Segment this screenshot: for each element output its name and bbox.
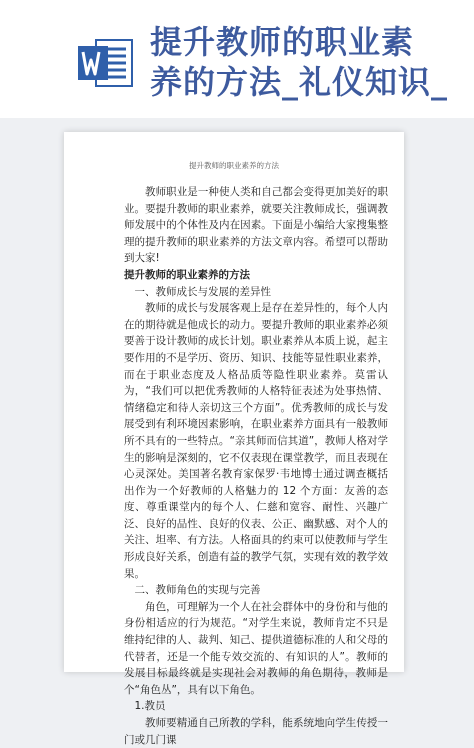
subsection-heading-2: 二、教师角色的实现与完善 <box>134 584 261 597</box>
banner-title-line-1: 提升教师的职业素 <box>150 23 415 61</box>
subsection-heading-1: 一、教师成长与发展的差异性 <box>134 285 271 298</box>
body-paragraph-1: 教师的成长与发展客观上是存在差异性的，每个人内在的期待就是他成长的动力。要提升教师的职业素养必须要善于设计教师的成长计划。职业素养从本质上说，起主要作用的不是学历、资历、知识、技能等显性职业素养，而在于职业态度及人格品质等隐性职业素养。莫雷认为，“我们可以把优秀教师的人格特征表述为处事热情、情绪稳定和待人亲切这三个方面”。优秀教师的成长与发展受到有利环境因素影响，在职业素养方面具有一般教师所不具有的一些特点。“亲其师而信其道”，教师人格对学生的影响是深刻的，它不仅表现在课堂教学，而且表现在心灵深处。美国著名教育家保罗·韦地博士通过调查概括出作为一个好教师的人格魅力的 12 个方面：友善的态度、尊重课堂内的每个人、仁慈和宽容、耐性、兴趣广泛、良好的品性、良好的仪表、公正、幽默感、对个人的关注、坦率、有方法。人格面具的约束可以使教师与学生形成良好关系，创造有益的教学气氛，实现有效的教学效果。 <box>124 302 388 580</box>
list-item-heading: 1.教员 <box>134 700 166 713</box>
document-page <box>64 132 404 746</box>
document-title: 提升教师的职业素养的方法 <box>189 161 279 170</box>
section-heading: 提升教师的职业素养的方法 <box>124 268 250 281</box>
banner-title-line-2: 养的方法_礼仪知识_ <box>150 63 449 101</box>
header-banner <box>0 0 474 118</box>
word-document-icon <box>76 34 134 92</box>
body-paragraph-3: 教师要精通自己所教的学科，能系统地向学生传授一门或几门课 <box>124 717 388 746</box>
intro-paragraph: 教师职业是一种使人类和自己都会变得更加美好的职业。要提升教师的职业素养，就要关注教师成长，强调教师发展中的个体性及内在因素。下面是小编给大家搜集整理的提升教师的职业素养的方法文章内容。希望可以帮助到大家! <box>124 186 388 265</box>
document-body <box>124 184 388 748</box>
body-paragraph-2: 角色，可理解为一个人在社会群体中的身份和与他的身份相适应的行为规范。“对学生来说，教师肯定不只是维持纪律的人、裁判、知己、提供道德标准的人和父母的代替者，还是一个能专效交流的、有知识的人”。教师的发展目标最终就是实现社会对教师的角色期待，教师是个“角色丛”，具有以下角色。 <box>124 600 388 696</box>
